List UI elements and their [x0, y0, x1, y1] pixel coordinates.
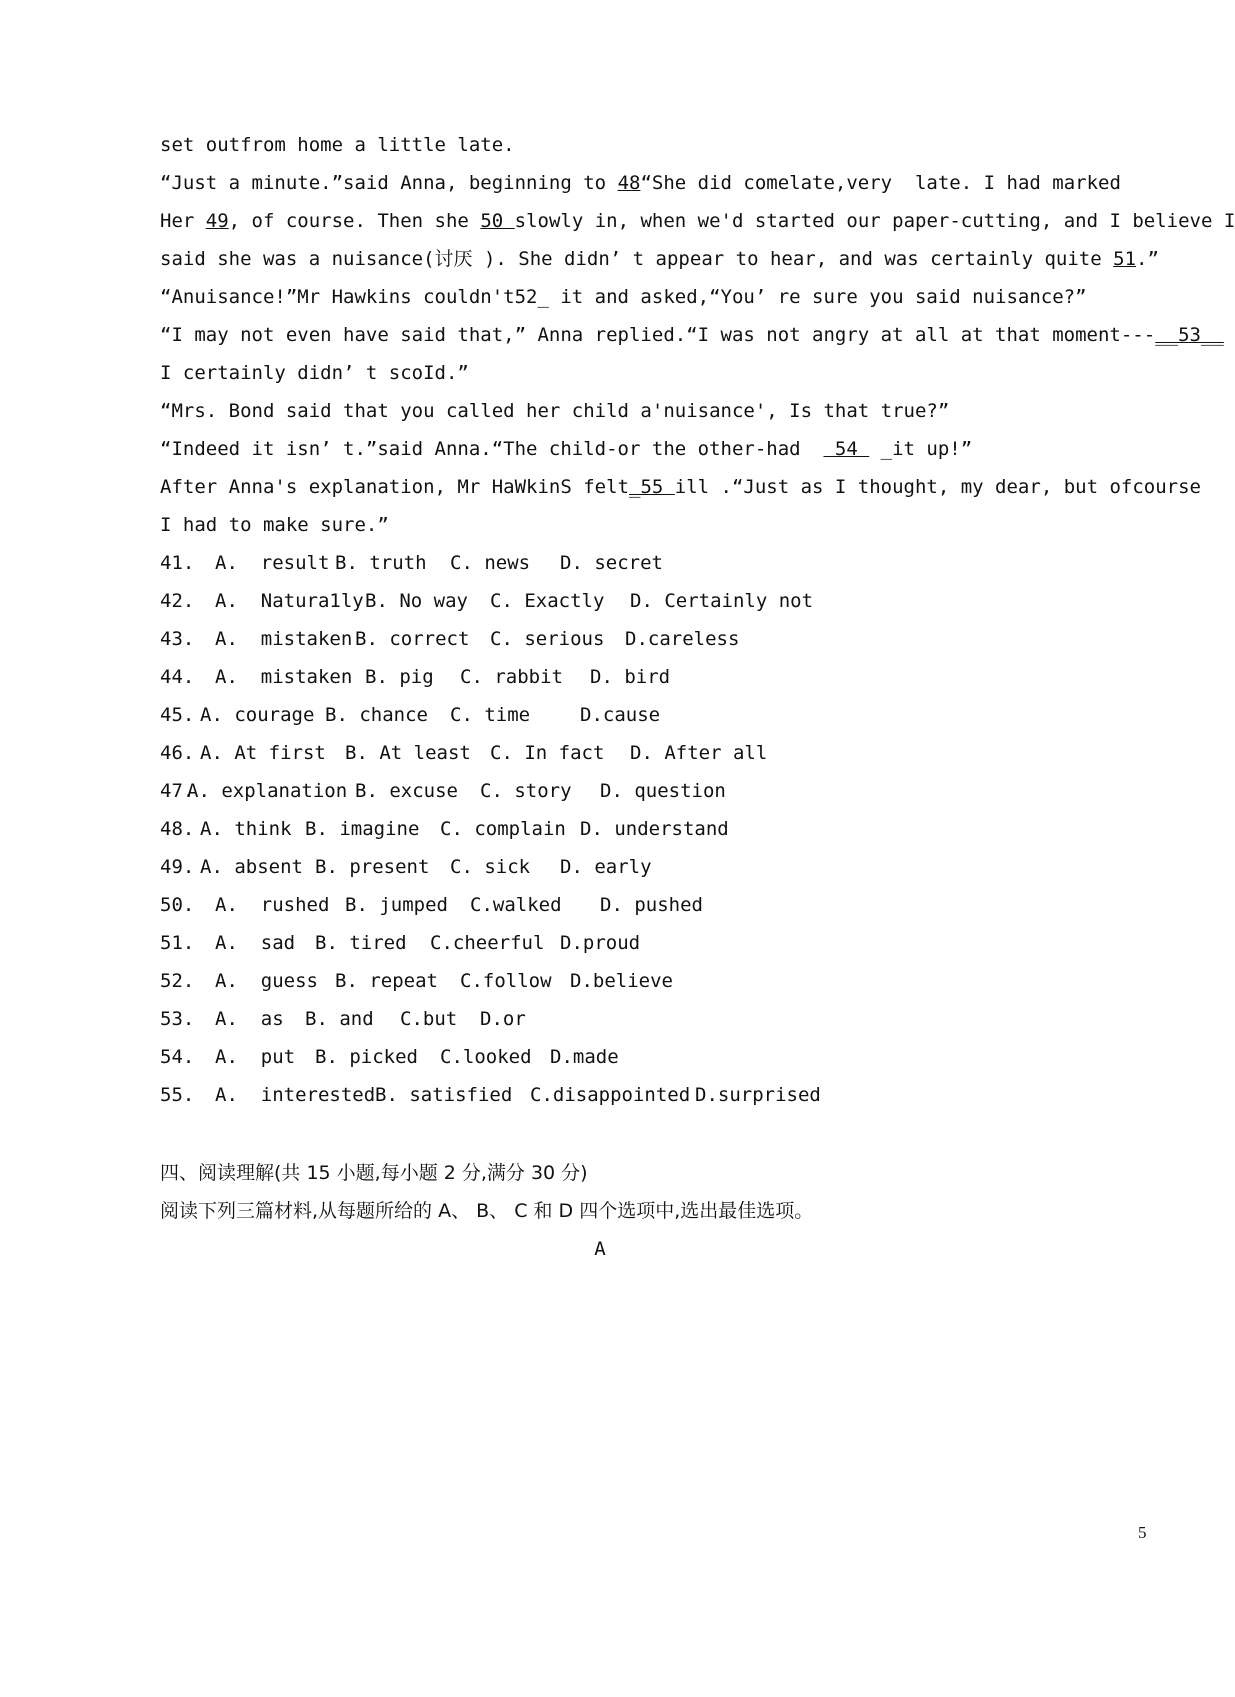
option-b[interactable]: B. repeat	[335, 970, 438, 992]
passage-text: set outfrom home a little late.	[160, 134, 515, 156]
option-c[interactable]: C. In fact	[490, 742, 605, 764]
blank-number: 54	[823, 438, 870, 460]
option-b[interactable]: B. No way	[365, 590, 468, 612]
option-a[interactable]: A. explanation	[187, 780, 348, 802]
passage-text: “Indeed it isn’ t.”said Anna.“The child-or the other-had	[160, 438, 824, 460]
option-d[interactable]: D.made	[550, 1046, 619, 1068]
option-c[interactable]: C.but	[400, 1008, 458, 1030]
option-a[interactable]: A. mistaken	[215, 628, 353, 650]
option-b[interactable]: B. satisfied	[375, 1084, 513, 1106]
option-a[interactable]: A. put	[215, 1046, 296, 1068]
question-number: 52.	[160, 970, 195, 992]
passage-line	[160, 170, 1150, 196]
option-c[interactable]: C. news	[450, 552, 531, 574]
question-number: 50.	[160, 894, 195, 916]
passage-text: I had to make sure.”	[160, 514, 389, 536]
option-d[interactable]: D.or	[480, 1008, 526, 1030]
option-a[interactable]: A. think	[200, 818, 292, 840]
section-instruction: 阅读下列三篇材料,从每题所给的 A、 B、 C 和 D 四个选项中,选出最佳选项。	[160, 1200, 814, 1222]
option-c[interactable]: C.looked	[440, 1046, 532, 1068]
passage-line	[160, 322, 1224, 348]
option-d[interactable]: D. early	[560, 856, 652, 878]
option-c[interactable]: C.walked	[470, 894, 562, 916]
passage-text: “She did comelate,very late. I had marked	[640, 172, 1121, 194]
option-d[interactable]: D. question	[600, 780, 726, 802]
option-b[interactable]: B. chance	[325, 704, 428, 726]
passage-line	[160, 132, 1150, 158]
passage-text: said she was a nuisance(讨厌 ). She didn’ t appear to hear, and was certainly quite	[160, 248, 1114, 270]
section-heading: 四、阅读理解(共 15 小题,每小题 2 分,满分 30 分)	[160, 1162, 588, 1184]
option-b[interactable]: B. correct	[355, 628, 470, 650]
passage-text: Her	[160, 210, 206, 232]
passage-text: slowly in, when we'd started our paper-cutting, and I believe I	[514, 210, 1235, 232]
option-d[interactable]: D. Certainly not	[630, 590, 814, 612]
question-number: 49.	[160, 856, 195, 878]
passage-text: ill .“Just as I thought, my dear, but ofcourse	[674, 476, 1201, 498]
option-a[interactable]: A. courage	[200, 704, 315, 726]
option-b[interactable]: B. jumped	[345, 894, 448, 916]
option-c[interactable]: C. rabbit	[460, 666, 563, 688]
question-number: 48.	[160, 818, 195, 840]
question-number: 54.	[160, 1046, 195, 1068]
passage-line	[160, 360, 1150, 386]
option-c[interactable]: C. Exactly	[490, 590, 605, 612]
option-a[interactable]: A. absent	[200, 856, 303, 878]
passage-line	[160, 436, 1150, 462]
option-b[interactable]: B. present	[315, 856, 430, 878]
option-b[interactable]: B. and	[305, 1008, 374, 1030]
option-b[interactable]: B. pig	[365, 666, 434, 688]
passage-line	[160, 246, 1159, 272]
option-c[interactable]: C. story	[480, 780, 572, 802]
question-number: 44.	[160, 666, 195, 688]
blank-number: 49	[205, 210, 229, 232]
question-number: 43.	[160, 628, 195, 650]
option-c[interactable]: C.disappointed	[530, 1084, 691, 1106]
option-d[interactable]: D. After all	[630, 742, 768, 764]
option-c[interactable]: C.cheerful	[430, 932, 545, 954]
option-c[interactable]: C. sick	[450, 856, 531, 878]
passage-text: , of course. Then she	[228, 210, 481, 232]
passage-line	[160, 208, 1235, 234]
option-a[interactable]: A. At first	[200, 742, 326, 764]
passage-text: After Anna's explanation, Mr HaWkinS felt	[160, 476, 629, 498]
question-number: 55.	[160, 1084, 195, 1106]
option-b[interactable]: B. tired	[315, 932, 407, 954]
passage-text: _it up!”	[869, 438, 973, 460]
passage-text: I certainly didn’ t scoId.”	[160, 362, 469, 384]
option-a[interactable]: A. result	[215, 552, 330, 574]
blank-number: 48	[617, 172, 641, 194]
option-a[interactable]: A. interested	[215, 1084, 376, 1106]
passage-label: A	[594, 1238, 606, 1260]
option-d[interactable]: D. bird	[590, 666, 671, 688]
question-number: 45.	[160, 704, 195, 726]
question-number: 51.	[160, 932, 195, 954]
option-d[interactable]: D. secret	[560, 552, 663, 574]
option-c[interactable]: C. complain	[440, 818, 566, 840]
question-number: 47.	[160, 780, 195, 802]
option-d[interactable]: D.surprised	[695, 1084, 821, 1106]
passage-text: “Mrs. Bond said that you called her child a'nuisance', Is that true?”	[160, 400, 950, 422]
blank-number: 51	[1113, 248, 1137, 270]
option-a[interactable]: A. guess	[215, 970, 318, 992]
option-c[interactable]: C. serious	[490, 628, 605, 650]
option-d[interactable]: D.proud	[560, 932, 641, 954]
option-b[interactable]: B. excuse	[355, 780, 458, 802]
option-a[interactable]: A. rushed	[215, 894, 330, 916]
passage-text: “Anuisance!”Mr Hawkins couldn't52_ it and asked,“You’ re sure you said nuisance?”	[160, 286, 1087, 308]
option-a[interactable]: A. Natura1ly	[215, 590, 364, 612]
option-a[interactable]: A. mistaken	[215, 666, 353, 688]
blank-number: _55	[629, 476, 675, 498]
option-a[interactable]: A. sad	[215, 932, 296, 954]
option-a[interactable]: A. as	[215, 1008, 284, 1030]
blank-number: __53__	[1155, 324, 1224, 346]
passage-line	[160, 512, 1150, 538]
page-number: 5	[1138, 1523, 1147, 1542]
passage-line	[160, 474, 1201, 500]
passage-text: .”	[1136, 248, 1159, 270]
question-number: 46.	[160, 742, 195, 764]
passage-text: “Just a minute.”said Anna, beginning to	[160, 172, 618, 194]
option-b[interactable]: B. imagine	[305, 818, 420, 840]
question-number: 41.	[160, 552, 195, 574]
passage-line	[160, 284, 1150, 310]
blank-number: 50	[480, 210, 515, 232]
passage-text: “I may not even have said that,” Anna replied.“I was not angry at all at that moment---	[160, 324, 1156, 346]
option-d[interactable]: D. understand	[580, 818, 729, 840]
passage-line	[160, 398, 1150, 424]
option-b[interactable]: B. picked	[315, 1046, 418, 1068]
question-number: 53.	[160, 1008, 195, 1030]
option-d[interactable]: D.careless	[625, 628, 740, 650]
option-d[interactable]: D.cause	[580, 704, 661, 726]
option-d[interactable]: D. pushed	[600, 894, 703, 916]
question-number: 42.	[160, 590, 195, 612]
option-c[interactable]: C. time	[450, 704, 531, 726]
option-b[interactable]: B. truth	[335, 552, 427, 574]
option-d[interactable]: D.believe	[570, 970, 673, 992]
option-b[interactable]: B. At least	[345, 742, 471, 764]
option-c[interactable]: C.follow	[460, 970, 552, 992]
